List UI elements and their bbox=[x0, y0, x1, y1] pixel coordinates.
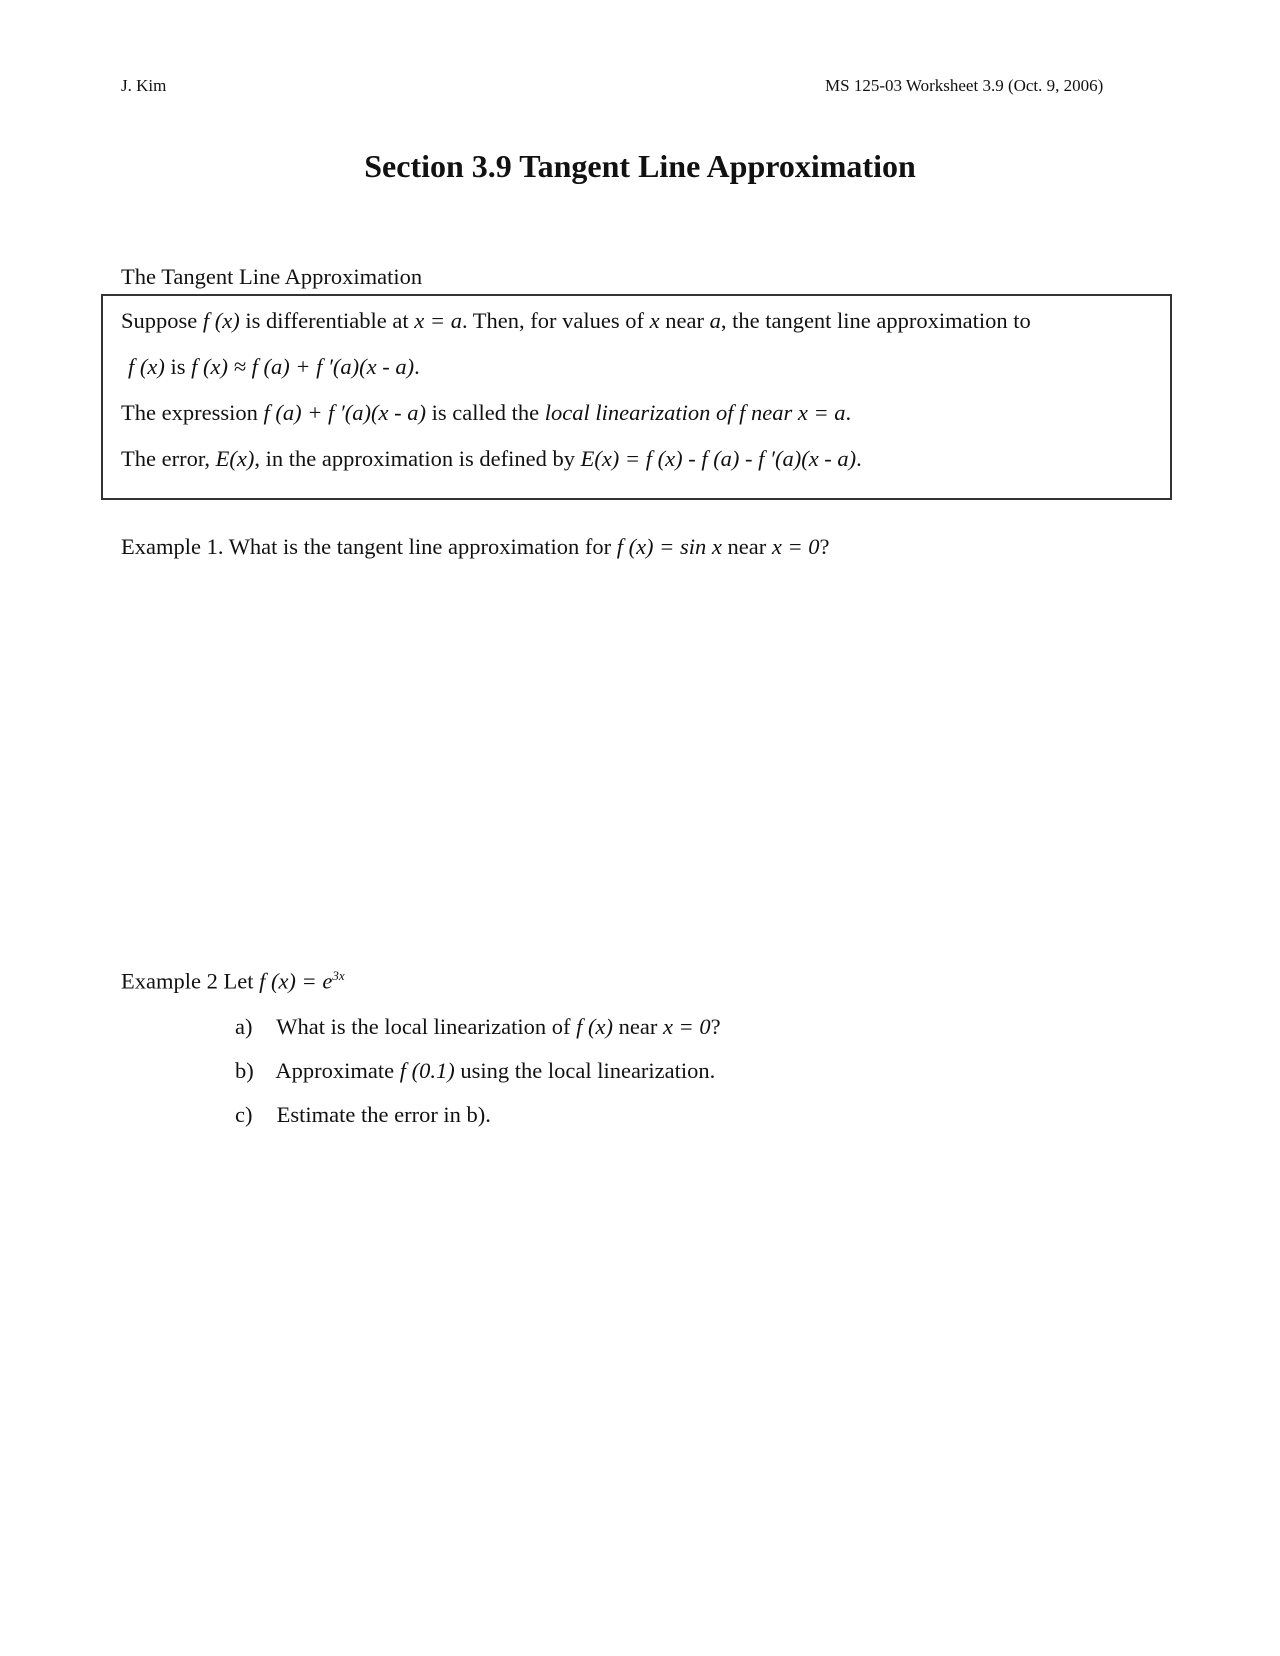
text: is differentiable at bbox=[245, 308, 409, 333]
text: What is the local linearization of bbox=[276, 1014, 571, 1039]
text: . bbox=[414, 354, 420, 379]
text: The expression bbox=[121, 400, 258, 425]
header-course: MS 125-03 Worksheet 3.9 (Oct. 9, 2006) bbox=[825, 76, 1104, 95]
list-item bbox=[235, 1058, 715, 1084]
text: . bbox=[856, 446, 862, 471]
text: , in the approximation is defined by bbox=[254, 446, 575, 471]
var-x: x bbox=[649, 308, 660, 333]
item-label: c) bbox=[235, 1102, 253, 1127]
math-sin: f (x) = sin x bbox=[616, 534, 722, 559]
math-fx: f (x) bbox=[128, 354, 165, 379]
math-f-0-1: f (0.1) bbox=[399, 1058, 455, 1083]
box-line-1 bbox=[121, 308, 1031, 334]
text: ? bbox=[710, 1014, 721, 1039]
item-label: a) bbox=[235, 1014, 253, 1039]
list-item bbox=[235, 1014, 721, 1040]
text: Example 1. What is the tangent line approximation for bbox=[121, 534, 612, 559]
math-approx: f (x) ≈ f (a) + f ′(a)(x - a) bbox=[191, 354, 415, 379]
text: Example 2 Let bbox=[121, 968, 254, 994]
text: is bbox=[170, 354, 186, 379]
math-x-eq-0: x = 0 bbox=[662, 1014, 711, 1039]
math-exponent: 3x bbox=[332, 968, 345, 983]
box-heading: The Tangent Line Approximation bbox=[121, 264, 423, 289]
text: Approximate bbox=[275, 1058, 395, 1083]
text: using the local linearization. bbox=[460, 1058, 716, 1083]
list-item bbox=[235, 1102, 491, 1128]
example-1 bbox=[121, 534, 830, 560]
math-fx-eq-e: f (x) = e bbox=[259, 968, 333, 994]
box-line-2 bbox=[128, 354, 420, 380]
var-a: a bbox=[709, 308, 721, 333]
text: Estimate the error in b). bbox=[276, 1102, 491, 1127]
text: ? bbox=[819, 534, 830, 559]
math-f: f bbox=[739, 400, 746, 425]
page-title: Section 3.9 Tangent Line Approximation bbox=[364, 148, 916, 184]
math-ex: E(x) bbox=[215, 446, 255, 471]
text: near bbox=[665, 308, 704, 333]
text: Suppose bbox=[121, 308, 198, 333]
math-x-eq-0: x = 0 bbox=[771, 534, 820, 559]
text: , the tangent line approximation to bbox=[720, 308, 1031, 333]
text: The error, bbox=[121, 446, 211, 471]
math-fx: f (x) bbox=[202, 308, 240, 333]
math-x-eq-a: x = a bbox=[414, 308, 462, 333]
math-fx: f (x) bbox=[576, 1014, 613, 1039]
text: near bbox=[618, 1014, 658, 1039]
term-near: near bbox=[751, 400, 793, 425]
text: near bbox=[727, 534, 767, 559]
math-error: E(x) = f (x) - f (a) - f ′(a)(x - a) bbox=[580, 446, 857, 471]
text: . Then, for values of bbox=[461, 308, 644, 333]
item-label: b) bbox=[235, 1058, 254, 1083]
box-line-4 bbox=[121, 446, 862, 472]
term-local-linearization: local linearization of bbox=[544, 400, 734, 425]
text: is called the bbox=[431, 400, 540, 425]
example-2 bbox=[121, 968, 345, 995]
text: . bbox=[845, 400, 852, 425]
math-linearization: f (a) + f ′(a)(x - a) bbox=[263, 400, 427, 425]
box-line-3 bbox=[121, 400, 851, 426]
header-author: J. Kim bbox=[121, 76, 167, 95]
math-x-eq-a: x = a bbox=[797, 400, 846, 425]
